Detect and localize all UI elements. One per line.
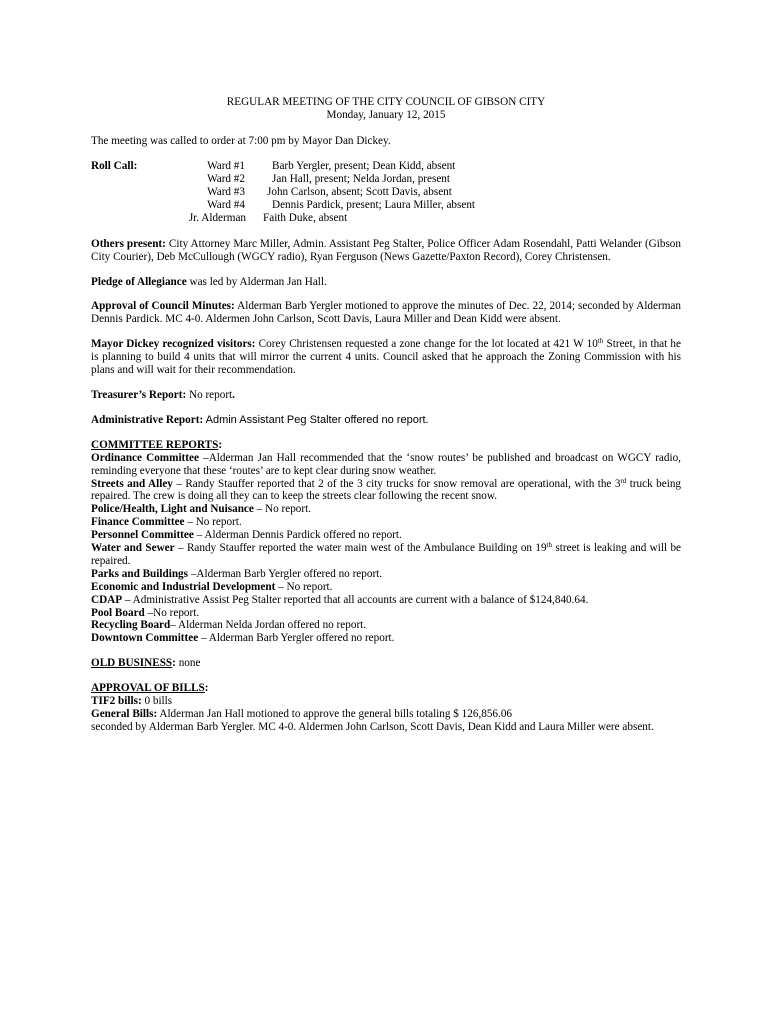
report-label: Pool Board: [91, 606, 145, 619]
others-present-label: Others present:: [91, 237, 166, 250]
ward-label: Ward #2: [207, 172, 245, 185]
roll-call-row: [91, 186, 681, 199]
pledge-label: Pledge of Allegiance: [91, 275, 187, 288]
report-label: Recycling Board: [91, 619, 171, 632]
report-economic: [91, 581, 681, 594]
document-title: REGULAR MEETING OF THE CITY COUNCIL OF GIBSON CITY: [226, 96, 546, 108]
report-text: –Alderman Barb Yergler offered no report.: [188, 567, 383, 580]
recognized-visitors: [91, 338, 681, 377]
ward-members: Jan Hall, present; Nelda Jordan, present: [272, 172, 451, 185]
report-label: Water and Sewer: [91, 542, 175, 555]
administrative-report: [91, 414, 681, 427]
report-parks: [91, 568, 681, 581]
treasurer-label-cont: ’s Report:: [138, 388, 187, 401]
document-body: [91, 96, 681, 734]
report-label: Finance Committee: [91, 516, 185, 529]
report-label: Downtown Committee: [91, 632, 199, 645]
ward-members: John Carlson, absent; Scott Davis, absent: [267, 185, 452, 198]
treasurer-report: [91, 389, 681, 402]
approval-bills-heading: APPROVAL OF BILLS: [91, 682, 205, 695]
others-present-text: City Attorney Marc Miller, Admin. Assistant Peg Stalter, Police Officer Adam Rosendahl, Patti Welander (Gibson City Courier), Deb McCullough (WGCY radio), Ryan Ferguson (News Gazette/Paxton Record), Corey Christensen.: [91, 237, 681, 263]
ward-label: Jr. Alderman: [188, 211, 246, 224]
ward-members: Dennis Pardick, present; Laura Miller, absent: [272, 198, 476, 211]
visitors-text-cont: Street, in that he is planning to build 4 units that will mirror the current 4 units. Council asked that he approach the Zoning Commission with his plans and will wait for their recommendation.: [91, 338, 681, 377]
report-ordinance: [91, 452, 681, 478]
old-business-heading: OLD BUSINESS: [91, 657, 173, 670]
report-text: – Randy Stauffer reported the water main west of the Ambulance Building on 19: [174, 542, 547, 555]
report-personnel: [91, 529, 681, 542]
others-present: [91, 238, 681, 264]
general-bills: [91, 708, 681, 734]
report-text: – No report.: [184, 516, 242, 529]
report-finance: [91, 516, 681, 529]
pledge-text: was led by Alderman Jan Hall.: [186, 275, 327, 288]
approval-of-bills: [91, 682, 681, 734]
document-header: [91, 96, 681, 122]
administrative-label: Administrative Report:: [91, 413, 204, 426]
roll-call: [91, 160, 681, 226]
call-to-order: The meeting was called to order at 7:00 pm by Mayor Dan Dickey.: [91, 134, 391, 147]
roll-call-row: [91, 212, 681, 225]
report-text-cont: street is leaking and will be repaired.: [91, 542, 682, 567]
report-label: Ordinance Committee: [91, 451, 199, 464]
general-bills-text-cont: seconded by Alderman Barb Yergler. MC 4-0. Aldermen John Carlson, Scott Davis, Dean Kidd and Laura Miller were absent.: [91, 720, 654, 733]
report-water: [91, 542, 681, 568]
administrative-text: Admin Assistant Peg Stalter offered no report.: [203, 413, 429, 426]
treasurer-period: .: [232, 388, 235, 401]
old-business: [91, 657, 681, 670]
report-text: –Alderman Jan Hall recommended that the ‘snow routes’ be published and broadcast on WGCY radio, reminding everyone that these ‘routes’ are to kept clear during snow weather.: [91, 451, 681, 477]
report-label: CDAP: [91, 593, 123, 606]
general-bills-label: General Bills:: [91, 708, 158, 720]
tif2-label: TIF2 bills:: [91, 695, 142, 708]
report-text: – No report.: [275, 580, 333, 593]
approval-of-minutes: [91, 300, 681, 326]
roll-call-row: [91, 160, 681, 173]
heading-colon: :: [172, 657, 176, 670]
report-recycling: [91, 619, 681, 632]
ward-label: Ward #4: [207, 198, 245, 211]
general-bills-text: Alderman Jan Hall motioned to approve the general bills totaling $ 126,856.06: [157, 708, 513, 720]
committee-reports-heading: COMMITTEE REPORTS: [91, 438, 219, 451]
ward-members: Faith Duke, absent: [263, 211, 348, 224]
roll-call-row: [91, 173, 681, 186]
tif2-bills: [91, 695, 681, 708]
report-text: – Alderman Barb Yergler offered no report.: [198, 632, 395, 645]
heading-colon: :: [204, 682, 209, 695]
treasurer-label: Treasurer: [91, 388, 139, 401]
report-label: Economic and Industrial Development: [91, 580, 276, 593]
pledge-of-allegiance: [91, 276, 681, 289]
visitors-label: Mayor Dickey recognized visitors:: [91, 338, 256, 351]
approval-minutes-label: Approval of Council Minutes:: [91, 300, 235, 313]
approval-minutes-text: Alderman Barb Yergler motioned to approve the minutes of Dec. 22, 2014; seconded by Alderman Dennis Pardick. MC 4-0. Aldermen John Carlson, Scott Davis, Laura Miller and Dean Kidd were absent.: [91, 300, 681, 326]
heading-colon: :: [218, 438, 223, 451]
ward-label: Ward #1: [207, 159, 245, 172]
superscript: th: [597, 337, 604, 346]
report-text: – Alderman Dennis Pardick offered no report.: [193, 529, 402, 542]
ward-members: Barb Yergler, present; Dean Kidd, absent: [272, 159, 456, 172]
report-pool: [91, 607, 681, 620]
roll-call-row: [91, 199, 681, 212]
report-cdap: [91, 594, 681, 607]
report-police: [91, 503, 681, 516]
report-text-cont: truck being repaired. The crew is doing all they can to keep the streets clear following the recent snow.: [91, 477, 682, 503]
committee-reports: [91, 439, 681, 646]
ward-label: Ward #3: [207, 185, 245, 198]
superscript: th: [546, 541, 553, 550]
roll-call-label: Roll Call:: [91, 159, 138, 172]
report-label: Police/Health, Light and Nuisance: [91, 503, 254, 516]
report-label: Personnel Committee: [91, 529, 194, 542]
treasurer-text: No report: [186, 388, 233, 401]
report-label: Parks and Buildings: [91, 567, 189, 580]
report-downtown: [91, 632, 681, 645]
report-text: – No report.: [253, 503, 312, 516]
superscript: rd: [620, 476, 627, 485]
tif2-text: 0 bills: [141, 695, 173, 708]
report-label: Streets and Alley: [91, 477, 173, 490]
visitors-text: Corey Christensen requested a zone change for the lot located at 421 W 10: [255, 338, 598, 351]
report-text: – Administrative Assist Peg Stalter reported that all accounts are current with a balance of $124,840.64.: [122, 593, 589, 606]
old-business-text: none: [175, 657, 201, 670]
report-text: – Alderman Nelda Jordan offered no report.: [170, 619, 367, 632]
report-text: – Randy Stauffer reported that 2 of the 3 city trucks for snow removal are operational, with the 3: [172, 477, 621, 490]
report-text: –No report.: [144, 606, 200, 619]
meeting-date: Monday, January 12, 2015: [326, 108, 446, 121]
report-streets: [91, 478, 681, 504]
